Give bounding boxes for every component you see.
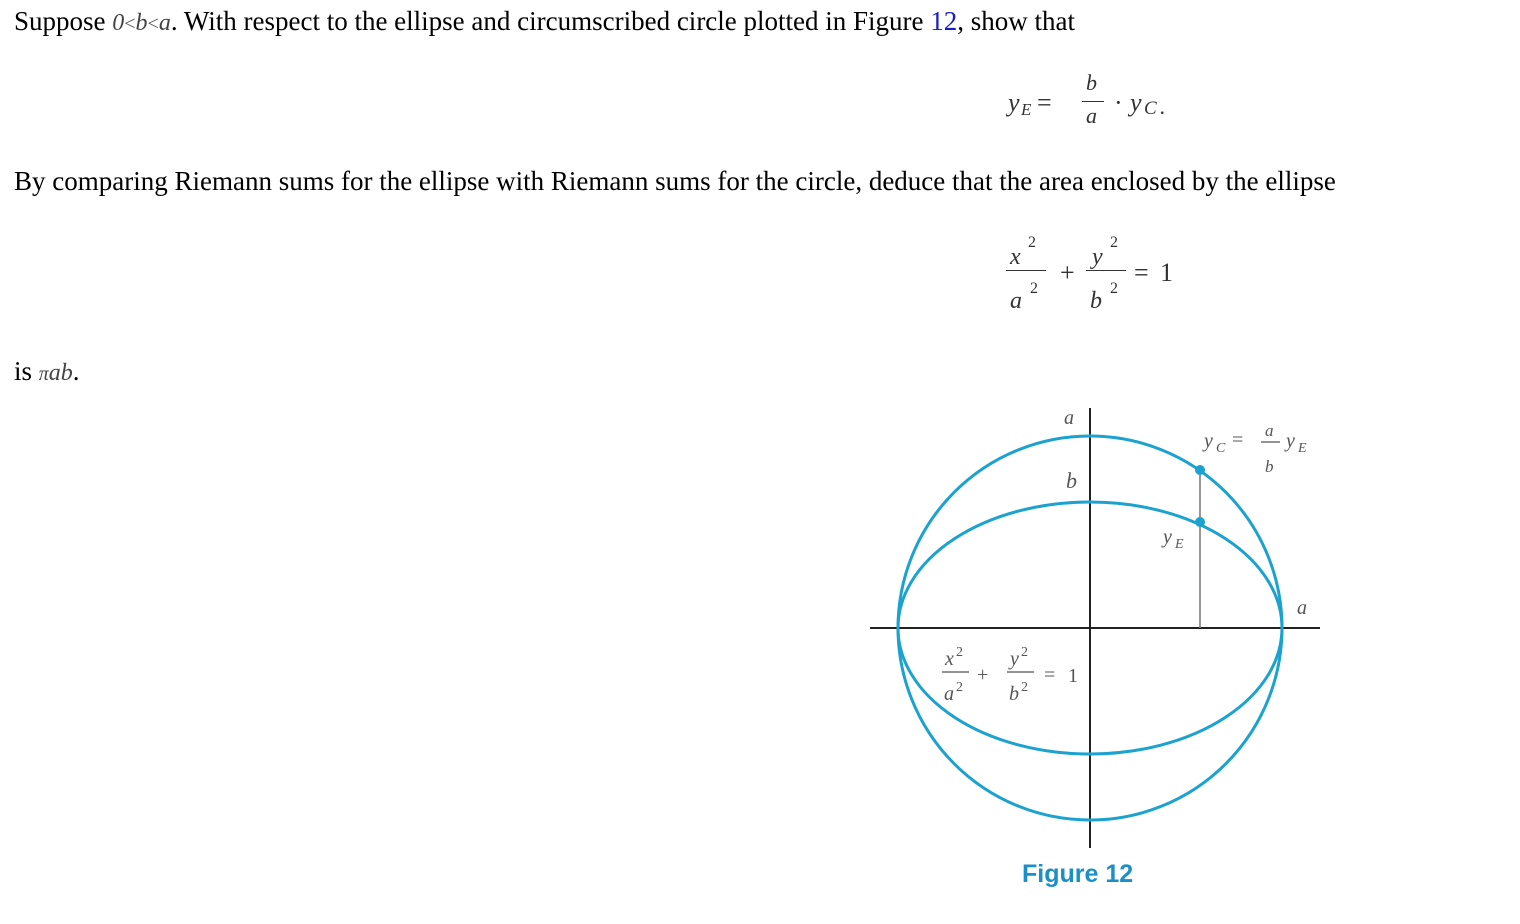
label-yc-sub: C <box>1216 441 1226 456</box>
figure-12-link[interactable]: 12 <box>930 6 958 36</box>
eq2-x-exp: 2 <box>1028 234 1036 251</box>
fig-eq-a: a <box>944 683 954 705</box>
eq1-cdot: · <box>1114 88 1123 117</box>
label-ye: y <box>1163 526 1172 548</box>
eq1-rhs: y <box>1130 88 1142 117</box>
label-yc-rhs-y: y <box>1286 430 1295 452</box>
fig-eq-b: b <box>1009 683 1019 705</box>
math-zero: 0 <box>112 10 125 36</box>
eq2-x: x <box>1010 244 1021 270</box>
eq2-plus: + <box>1060 258 1075 287</box>
label-b-axis: b <box>1066 468 1077 493</box>
eq2-equals: = <box>1134 258 1149 287</box>
problem-line-2: By comparing Riemann sums for the ellipse with Riemann sums for the circle, deduce that the area enclosed by the ellipse <box>14 166 1336 196</box>
label-yc-den: b <box>1265 457 1274 476</box>
fig-eq-equals: = <box>1044 664 1056 686</box>
eq2-a-exp: 2 <box>1030 280 1038 297</box>
eq1-rhs-sub: C <box>1144 98 1157 119</box>
math-b: b <box>135 10 148 36</box>
label-a-top: a <box>1064 407 1074 429</box>
eq1-period: . <box>1160 94 1166 119</box>
fig-eq-one: 1 <box>1068 665 1078 687</box>
eq2-a: a <box>1010 288 1022 314</box>
eq2-one: 1 <box>1160 258 1173 287</box>
fig-eq-a-exp: 2 <box>956 680 963 695</box>
fig-eq-x-exp: 2 <box>956 645 963 660</box>
eq2-b: b <box>1090 288 1102 314</box>
eq1-numerator: b <box>1086 70 1097 95</box>
fig-eq-x-main: x <box>945 648 954 670</box>
fig-eq-y-exp: 2 <box>1021 645 1028 660</box>
label-yc-equals: = <box>1232 429 1244 451</box>
line1-dot: . <box>170 6 178 36</box>
less-than-1: < <box>124 13 136 35</box>
label-yc-num: a <box>1265 421 1274 440</box>
eq2-y-exp: 2 <box>1110 234 1118 251</box>
fig-eq-plus: + <box>977 664 989 686</box>
eq1-equals: = <box>1037 88 1052 117</box>
math-pi: π <box>38 363 49 385</box>
eq2-b-exp: 2 <box>1110 280 1118 297</box>
label-a-right: a <box>1297 597 1307 619</box>
label-yc: y <box>1204 430 1213 452</box>
math-ab: ab <box>48 360 73 386</box>
eq1-lhs: y <box>1008 88 1020 117</box>
eq1-lhs-sub: E <box>1021 100 1032 119</box>
line1-prefix: Suppose <box>14 6 106 36</box>
fig-eq-y: y <box>1010 648 1019 670</box>
eq1-denominator: a <box>1086 103 1097 128</box>
line1-suffix: , show that <box>957 6 1076 36</box>
point-yc <box>1195 465 1205 475</box>
point-ye <box>1195 517 1205 527</box>
label-yc-rhs: E <box>1298 441 1307 456</box>
line1-text: With respect to the ellipse and circumscribed circle plotted in Figure <box>177 6 931 36</box>
less-than-2: < <box>147 13 159 35</box>
label-ye-sub: E <box>1175 537 1184 552</box>
line3-prefix: is <box>14 356 33 386</box>
line3-period: . <box>72 356 80 386</box>
math-a: a <box>158 10 171 36</box>
eq2-y: y <box>1092 244 1103 270</box>
fig-eq-b-exp: 2 <box>1021 680 1028 695</box>
figure-caption: Figure 12 <box>1022 860 1134 888</box>
